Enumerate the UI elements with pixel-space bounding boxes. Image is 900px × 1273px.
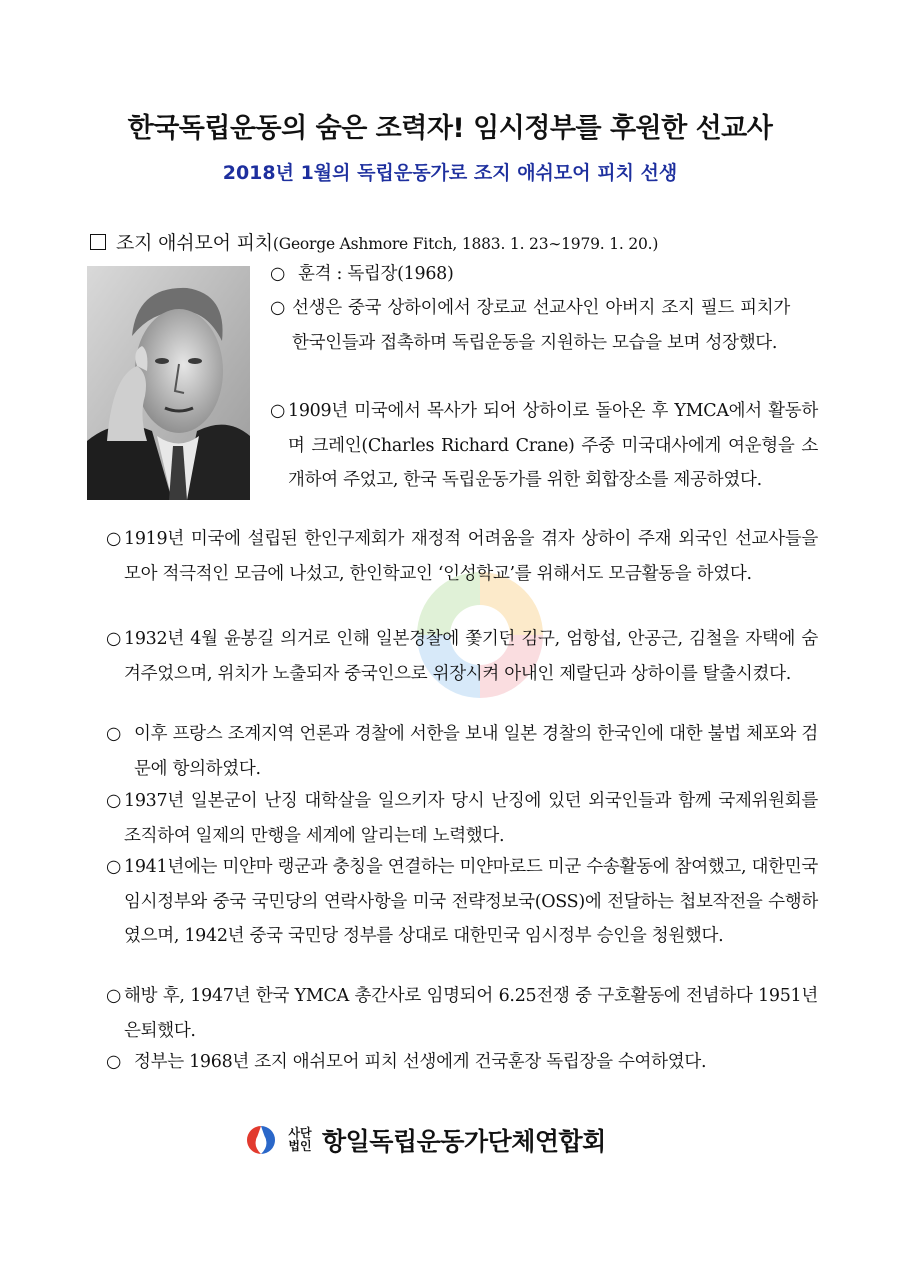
page-subtitle: 2018년 1월의 독립운동가로 조지 애쉬모어 피치 선생 bbox=[222, 162, 678, 184]
circle-bullet-icon: ○ bbox=[106, 857, 121, 877]
organization-logo-icon bbox=[244, 1123, 278, 1157]
circle-bullet-icon: ○ bbox=[106, 986, 121, 1006]
section-heading bbox=[90, 228, 658, 255]
circle-bullet-icon: ○ bbox=[270, 298, 285, 318]
circle-bullet-icon: ○ bbox=[106, 629, 121, 649]
list-item: ○ 1937년 일본군이 난징 대학살을 일으키자 당시 난징에 있던 외국인들과 함께 국제위원회를 조직하여 일제의 만행을 세계에 알리는데 노력했다. bbox=[106, 784, 818, 853]
circle-bullet-icon: ○ bbox=[270, 401, 285, 421]
circle-bullet-icon: ○ bbox=[106, 724, 121, 744]
list-item: ○ 정부는 1968년 조지 애쉬모어 피치 선생에게 건국훈장 독립장을 수여하였다. bbox=[106, 1045, 818, 1080]
list-item: ○ 해방 후, 1947년 한국 YMCA 총간사로 임명되어 6.25전쟁 중 구호활동에 전념하다 1951년 은퇴했다. bbox=[106, 979, 818, 1048]
list-item: ○ 1932년 4월 윤봉길 의거로 인해 일본경찰에 쫓기던 김구, 엄항섭, 안공근, 김철을 자택에 숨겨주었으며, 위치가 노출되자 중국인으로 위장시켜 아내인 제랄딘과 상하이를 탈출시켰다. bbox=[106, 622, 818, 691]
list-item: ○ 1909년 미국에서 목사가 되어 상하이로 돌아온 후 YMCA에서 활동하며 크레인(Charles Richard Crane) 주중 미국대사에게 여운형을 소개하여 주었고, 한국 독립운동가를 위한 회합장소를 제공하였다. bbox=[270, 394, 818, 498]
person-name-english: (George Ashmore Fitch, 1883. 1. 23∼1979. 1. 20.) bbox=[272, 235, 659, 253]
circle-bullet-icon: ○ bbox=[270, 264, 285, 284]
page-title: 한국독립운동의 숨은 조력자! 임시정부를 후원한 선교사 bbox=[127, 113, 773, 144]
organization-footer bbox=[244, 1118, 606, 1162]
circle-bullet-icon: ○ bbox=[106, 1052, 121, 1072]
list-item: ○ 이후 프랑스 조계지역 언론과 경찰에 서한을 보내 일본 경찰의 한국인에 대한 불법 체포와 검문에 항의하였다. bbox=[106, 717, 818, 786]
portrait-icon bbox=[87, 266, 250, 500]
list-item: ○ 1919년 미국에 설립된 한인구제회가 재정적 어려움을 겪자 상하이 주재 외국인 선교사들을 모아 적극적인 모금에 나섰고, 한인학교인 ‘인성학교’를 위해서도 모금활동을 하였다. bbox=[106, 522, 818, 591]
circle-bullet-icon: ○ bbox=[106, 791, 121, 811]
list-item: ○ 훈격 : 독립장(1968) bbox=[270, 257, 820, 292]
list-item: ○ 1941년에는 미얀마 랭군과 충칭을 연결하는 미얀마로드 미군 수송활동에 참여했고, 대한민국임시정부와 중국 국민당의 연락사항을 미국 전략정보국(OSS)에 전달하는 첩보작전을 수행하였으며, 1942년 중국 국민당 정부를 상대로 대한민국 임시정부 승인을 청원했다. bbox=[106, 850, 818, 954]
list-item: ○ 선생은 중국 상하이에서 장로교 선교사인 아버지 조지 필드 피치가 한국인들과 접촉하며 독립운동을 지원하는 모습을 보며 성장했다. bbox=[270, 291, 790, 360]
circle-bullet-icon: ○ bbox=[106, 529, 121, 549]
organization-name: 항일독립운동가단체연합회 bbox=[322, 1127, 606, 1156]
portrait-photo bbox=[87, 266, 250, 500]
person-name-korean: 조지 애쉬모어 피치 bbox=[116, 232, 273, 254]
checkbox-square-icon bbox=[90, 234, 106, 250]
legal-entity-label: 사단 법인 bbox=[288, 1126, 312, 1153]
